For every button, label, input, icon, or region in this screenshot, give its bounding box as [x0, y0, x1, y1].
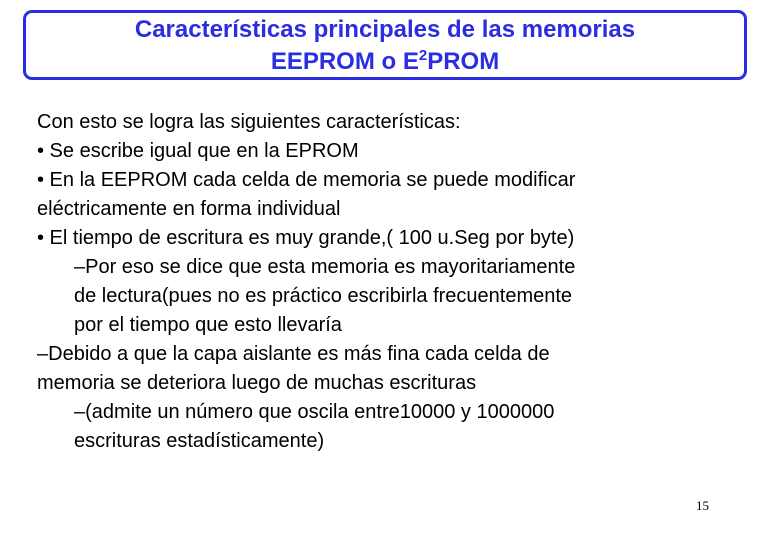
bullet-eprom-writing: • Se escribe igual que en la EPROM [37, 140, 359, 162]
title-line-2-suffix: PROM [427, 48, 500, 75]
subpoint-write-cycles: –(admite un número que oscila entre10000 y 1000000 [74, 401, 555, 423]
page-number: 15 [696, 498, 709, 513]
bullet-write-time: • El tiempo de escritura es muy grande,( 100 u.Seg por byte) [37, 227, 575, 249]
title-line-2-prefix: EEPROM o E [270, 48, 419, 75]
subpoint-read-mostly-cont-1: de lectura(pues no es práctico escribirla frecuentemente [74, 285, 573, 307]
bullet-cell-modification-cont: eléctricamente en forma individual [37, 198, 341, 220]
slide-title-line-1: Características principales de las memorias [134, 16, 636, 43]
intro-line: Con esto se logra las siguientes características: [37, 111, 461, 133]
title-box [23, 10, 747, 80]
bullet-cell-modification: • En la EEPROM cada celda de memoria se puede modificar [37, 169, 576, 191]
slide-title-line-2 [26, 48, 744, 76]
point-insulator-deterioration: –Debido a que la capa aislante es más fina cada celda de [37, 343, 550, 365]
title-superscript: 2 [418, 47, 428, 64]
subpoint-write-cycles-cont: escrituras estadísticamente) [74, 430, 325, 452]
slide-body [37, 108, 737, 456]
point-insulator-deterioration-cont: memoria se deteriora luego de muchas escrituras [37, 372, 477, 394]
subpoint-read-mostly-cont-2: por el tiempo que esto llevaría [74, 314, 342, 336]
subpoint-read-mostly: –Por eso se dice que esta memoria es mayoritariamente [74, 256, 576, 278]
